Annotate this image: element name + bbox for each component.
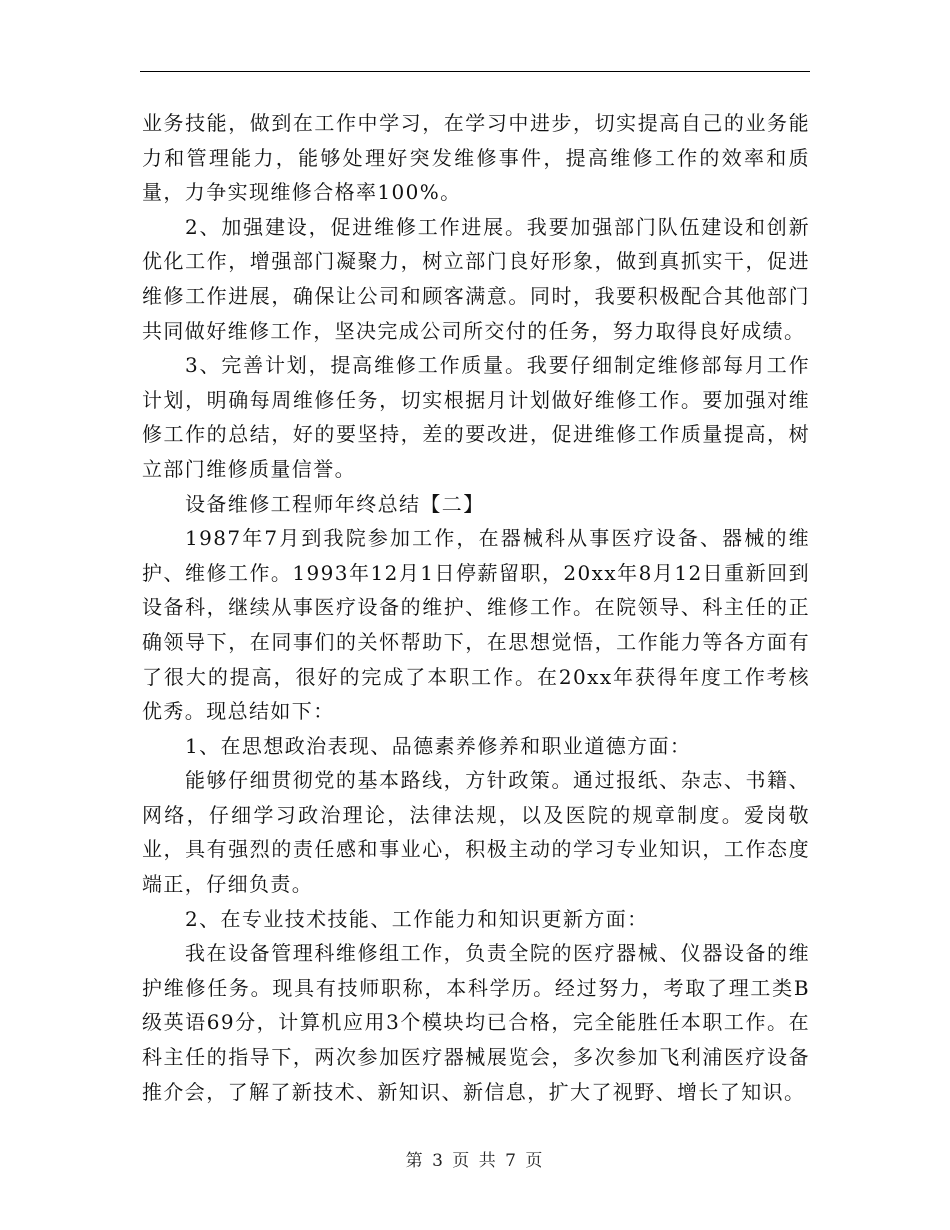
page-number: 第 3 页 共 7 页 (405, 1151, 545, 1171)
document-body (142, 106, 810, 1109)
paragraph-political: 能够仔细贯彻党的基本路线，方针政策。通过报纸、杂志、书籍、网络，仔细学习政治理论，法律法规，以及医院的规章制度。爱岗敬业，具有强烈的责任感和事业心，积极主动的学习专业知识，工作态度端正，仔细负责。 (142, 768, 810, 897)
header-rule (140, 71, 810, 72)
subheading-1: 1、在思想政治表现、品德素养修养和职业道德方面： (185, 733, 692, 758)
subheading-2: 2、在专业技术技能、工作能力和知识更新方面： (185, 906, 649, 931)
paragraph-intro: 1987年7月到我院参加工作，在器械科从事医疗设备、器械的维护、维修工作。1993年12月1日停薪留职，20xx年8月12日重新回到设备科，继续从事医疗设备的维护、维修工作。在院领导、科主任的正确领导下，在同事们的关怀帮助下，在思想觉悟，工作能力等各方面有了很大的提高，很好的完成了本职工作。在20xx年获得年度工作考核优秀。现总结如下： (142, 526, 810, 724)
paragraph-technical: 我在设备管理科维修组工作，负责全院的医疗器械、仪器设备的维护维修任务。现具有技师职称，本科学历。经过努力，考取了理工类B 级英语69分，计算机应用3个模块均已合格，完全能胜任本职工作。在科主任的指导下，两次参加医疗器械展览会，多次参加飞利浦医疗设备推介会，了解了新技术、新知识、新信息，扩大了视野、增长了知识。 (142, 941, 810, 1104)
paragraph-item-2: 2、加强建设，促进维修工作进展。我要加强部门队伍建设和创新优化工作，增强部门凝聚力，树立部门良好形象，做到真抓实干，促进维修工作进展，确保让公司和顾客满意。同时，我要积极配合其他部门共同做好维修工作，坚决完成公司所交付的任务，努力取得良好成绩。 (142, 214, 810, 343)
section-heading: 设备维修工程师年终总结【二】 (185, 491, 485, 516)
paragraph-continuation: 业务技能，做到在工作中学习，在学习中进步，切实提高自己的业务能力和管理能力，能够处理好突发维修事件，提高维修工作的效率和质量，力争实现维修合格率100%。 (142, 111, 810, 205)
paragraph-item-3: 3、完善计划，提高维修工作质量。我要仔细制定维修部每月工作计划，明确每周维修任务，切实根据月计划做好维修工作。要加强对维修工作的总结，好的要坚持，差的要改进，促进维修工作质量提高，树立部门维修质量信誉。 (142, 353, 810, 481)
